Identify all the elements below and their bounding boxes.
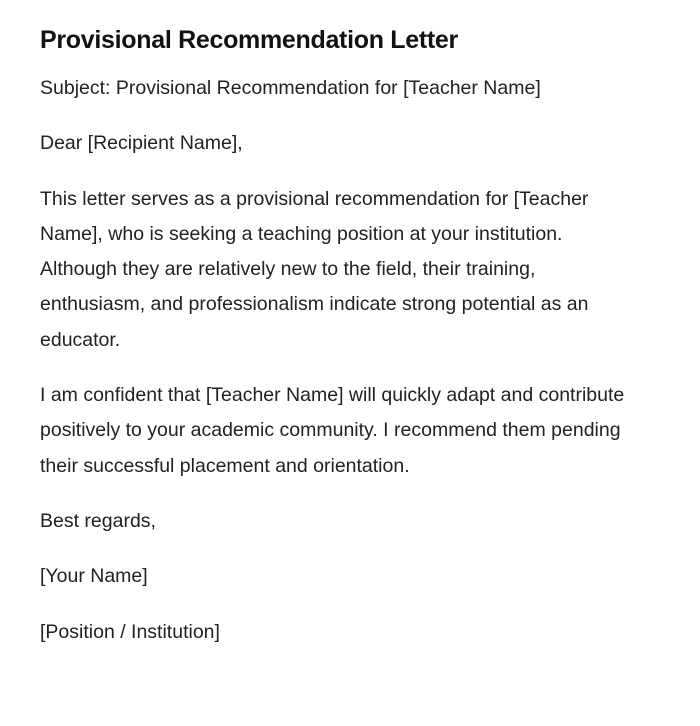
signature-name: [Your Name]: [40, 565, 148, 588]
closing: Best regards,: [40, 509, 156, 532]
subject-line: Subject: Provisional Recommendation for [Teacher Name]: [40, 77, 541, 99]
page-title: Provisional Recommendation Letter: [40, 26, 458, 54]
greeting: Dear [Recipient Name],: [40, 132, 243, 155]
body-paragraph: This letter serves as a provisional recommendation for [Teacher Name], who is seeking a teaching position at your institution. Although they are relatively new to the field, their training, enthusiasm, and professionalism indicate strong potential as an educator.: [40, 187, 589, 351]
signature-position: [Position / Institution]: [40, 620, 220, 643]
body-paragraph: I am confident that [Teacher Name] will quickly adapt and contribute positively to your academic community. I recommend them pending their successful placement and orientation.: [40, 384, 625, 477]
